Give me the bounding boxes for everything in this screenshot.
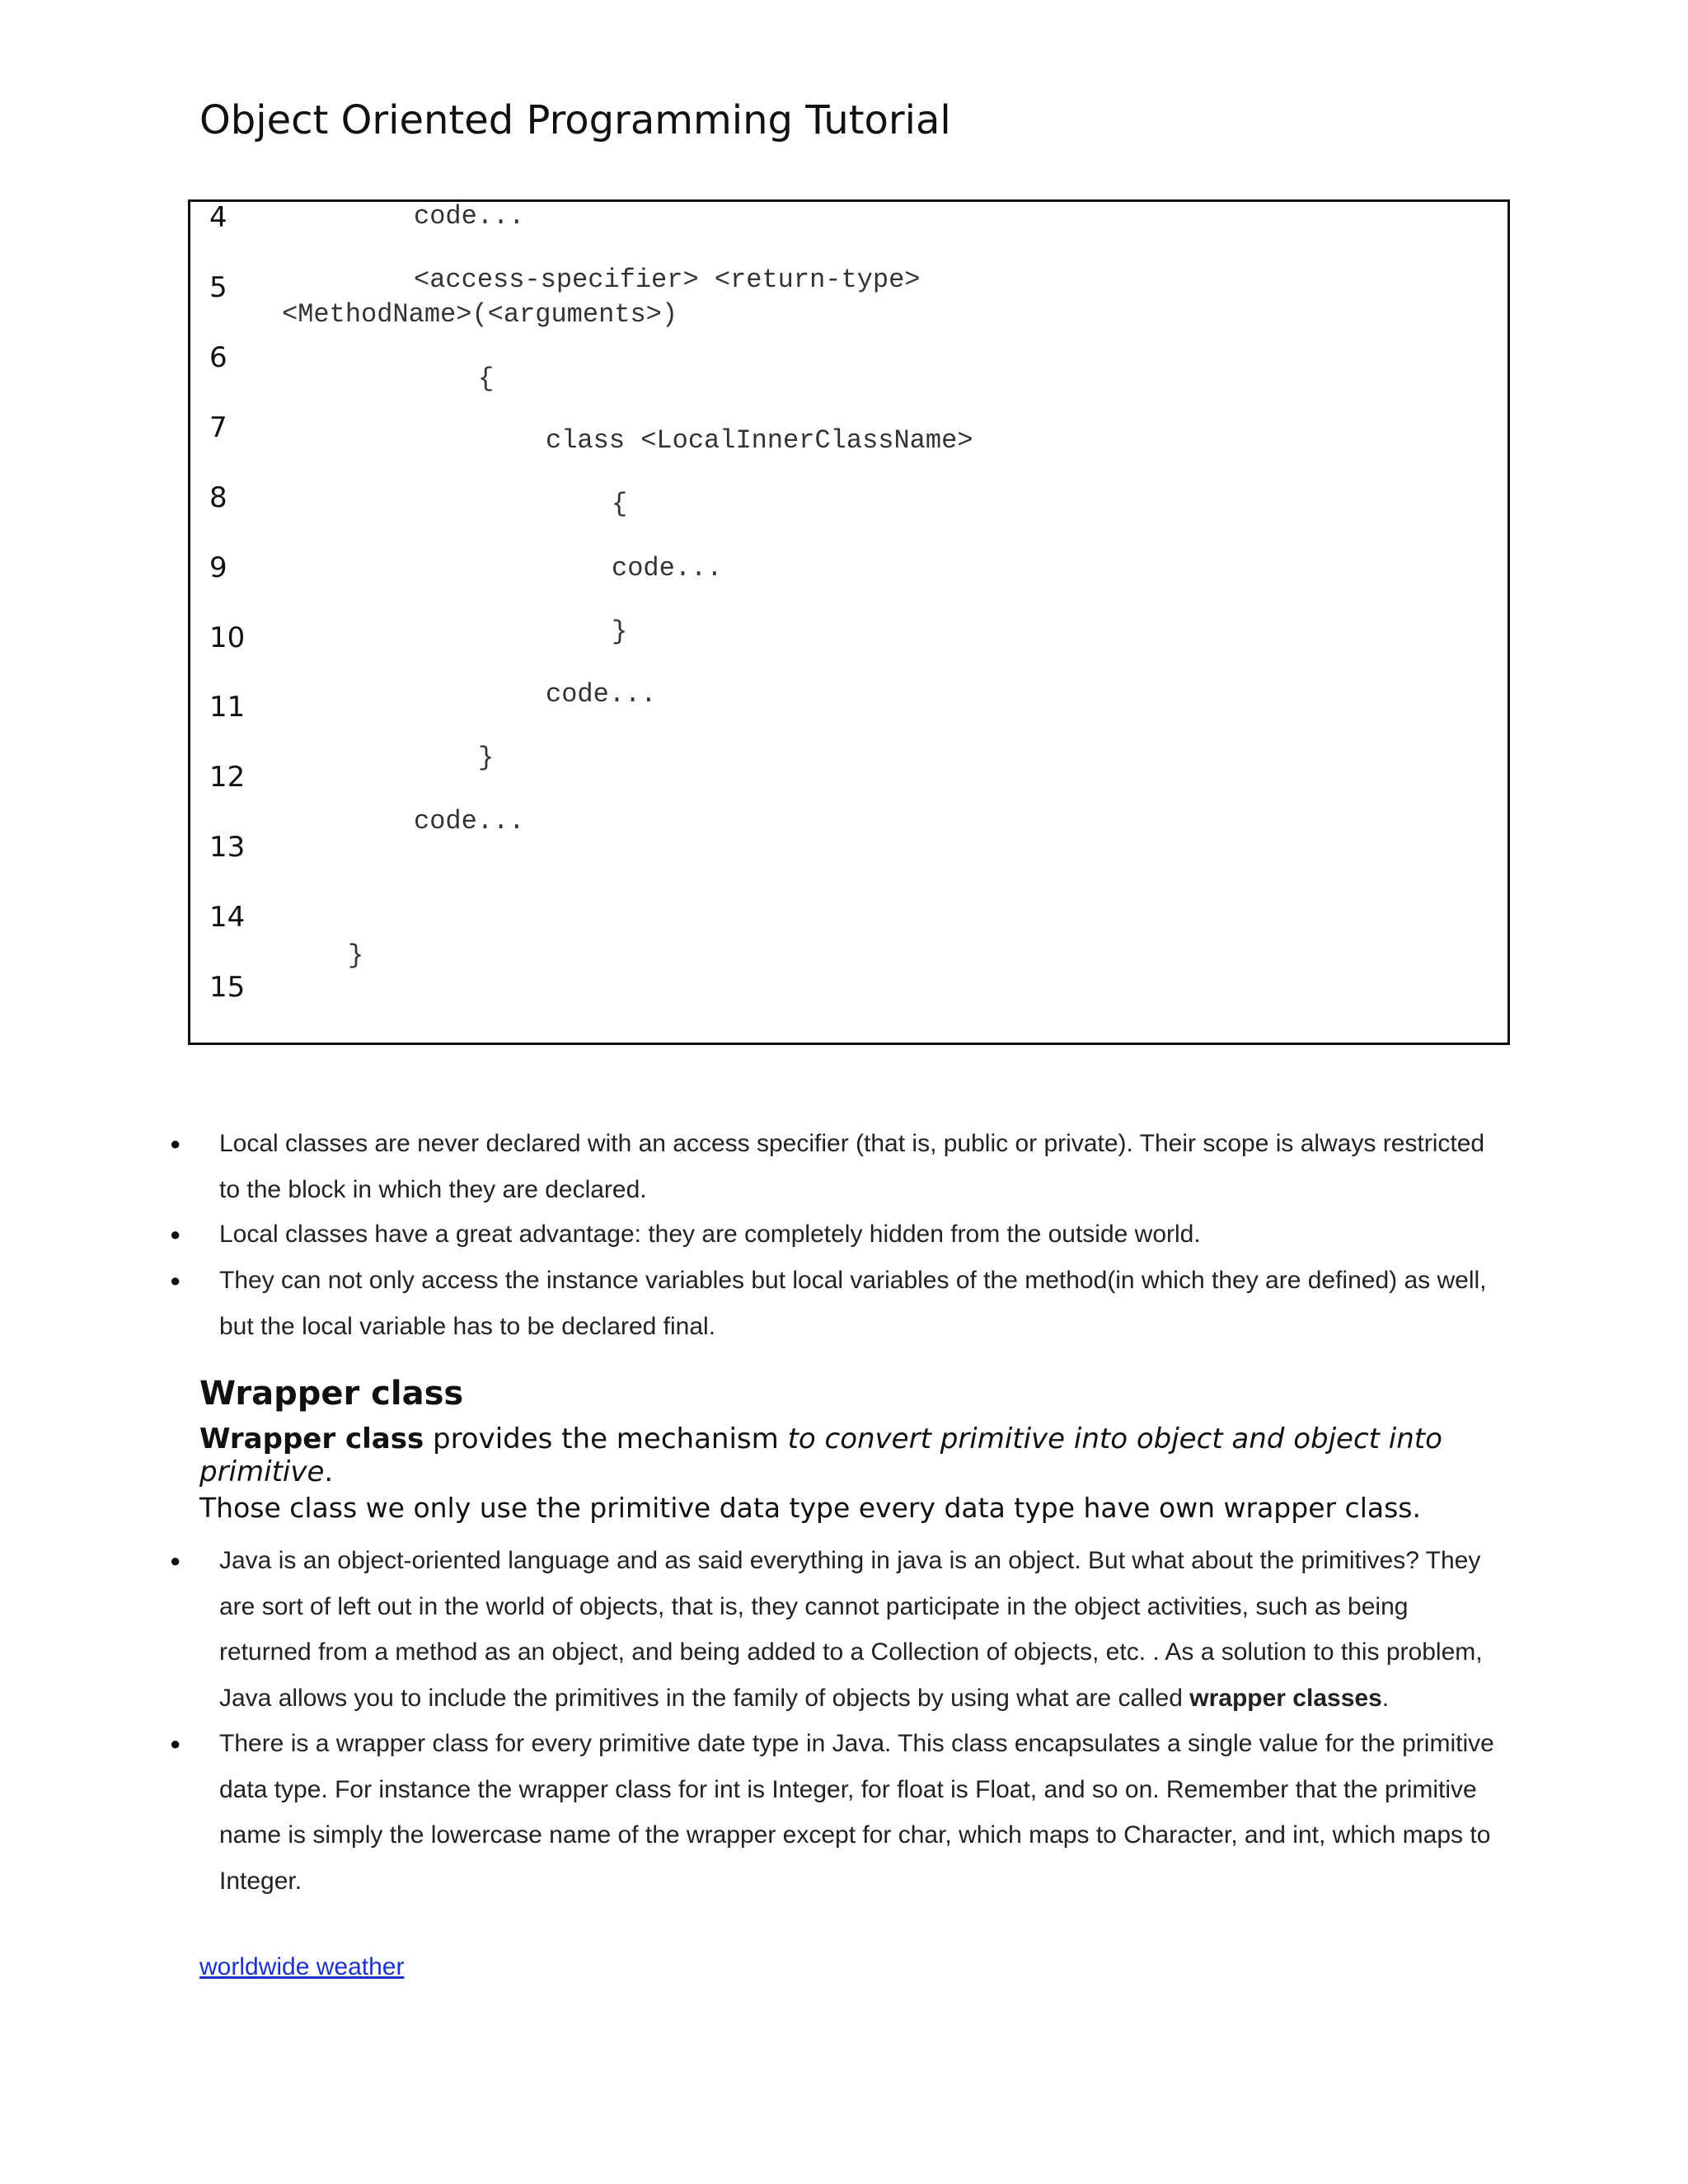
code-line: } [612, 616, 628, 647]
wrapper-definition [199, 1422, 1518, 1488]
bold-term: wrapper classes [1189, 1684, 1382, 1712]
definition-end: . [324, 1455, 334, 1488]
code-line: } [348, 940, 364, 971]
line-number: 10 [209, 621, 246, 654]
line-number: 9 [209, 551, 227, 584]
definition-mid: provides the mechanism [424, 1422, 788, 1455]
bullet-text: They can not only access the instance variables but local variables of the method(in which they are defined) as well, but the local variable has to be declared final. [219, 1267, 1487, 1340]
code-line: code... [546, 679, 657, 710]
bullet-text: Local classes are never declared with an access specifier (that is, public or private). Their scope is always restricted to the block in which they are declared. [219, 1130, 1485, 1203]
bullet-text: There is a wrapper class for every primitive date type in Java. This class encapsulates a single value for the primitive data type. For instance the wrapper class for int is Integer, for float is Float, and so on. Remember that the primitive name is simply the lowercase name of the wrapper except for char, which maps to Character, and int, which maps to Integer. [219, 1730, 1494, 1895]
line-number: 8 [209, 481, 227, 514]
section-heading: Wrapper class [199, 1375, 464, 1413]
definition-term: Wrapper class [199, 1422, 424, 1455]
code-line: class <LocalInnerClassName> [546, 425, 973, 456]
code-line: <MethodName>(<arguments>) [282, 299, 678, 330]
bullet-icon: ● [170, 1224, 181, 1244]
line-number: 5 [209, 271, 227, 304]
bullet-icon: ● [170, 1733, 181, 1754]
code-line: { [478, 363, 495, 394]
bullet-icon: ● [170, 1270, 181, 1291]
line-number: 11 [209, 691, 246, 724]
line-number: 6 [209, 341, 227, 374]
line-number: 12 [209, 761, 246, 794]
bullet-icon: ● [170, 1133, 181, 1154]
worldwide-weather-link[interactable]: worldwide weather [199, 1953, 405, 1980]
line-number: 15 [209, 971, 246, 1004]
definition-italic: to convert primitive into object and object into primitive [199, 1422, 1442, 1488]
line-number: 13 [209, 831, 246, 864]
page-title: Object Oriented Programming Tutorial [199, 97, 951, 143]
bullet-text: Local classes have a great advantage: they are completely hidden from the outside world. [219, 1221, 1201, 1248]
code-line: code... [414, 806, 525, 837]
line-number: 7 [209, 411, 227, 444]
line-number: 4 [209, 201, 227, 234]
wrapper-note: Those class we only use the primitive data type every data type have own wrapper class. [199, 1492, 1421, 1524]
bullet-text-end: . [1381, 1684, 1390, 1712]
code-line: code... [612, 553, 723, 583]
bullet-text [219, 1538, 1505, 1721]
bullet-text-main: Java is an object-oriented language and as said everything in java is an object. But what about the primitives? They are sort of left out in the world of objects, that is, they cannot participate in the object activities, such as being returned from a method as an object, and being added to a Collection of objects, etc. . As a solution to this problem, Java allows you to include the primitives in the family of objects by using what are called [219, 1547, 1483, 1712]
code-line: code... [414, 201, 525, 232]
line-number: 14 [209, 901, 246, 934]
code-line: } [478, 743, 495, 773]
bullet-icon: ● [170, 1550, 181, 1571]
code-line: { [612, 489, 628, 519]
code-line: <access-specifier> <return-type> [414, 265, 921, 295]
